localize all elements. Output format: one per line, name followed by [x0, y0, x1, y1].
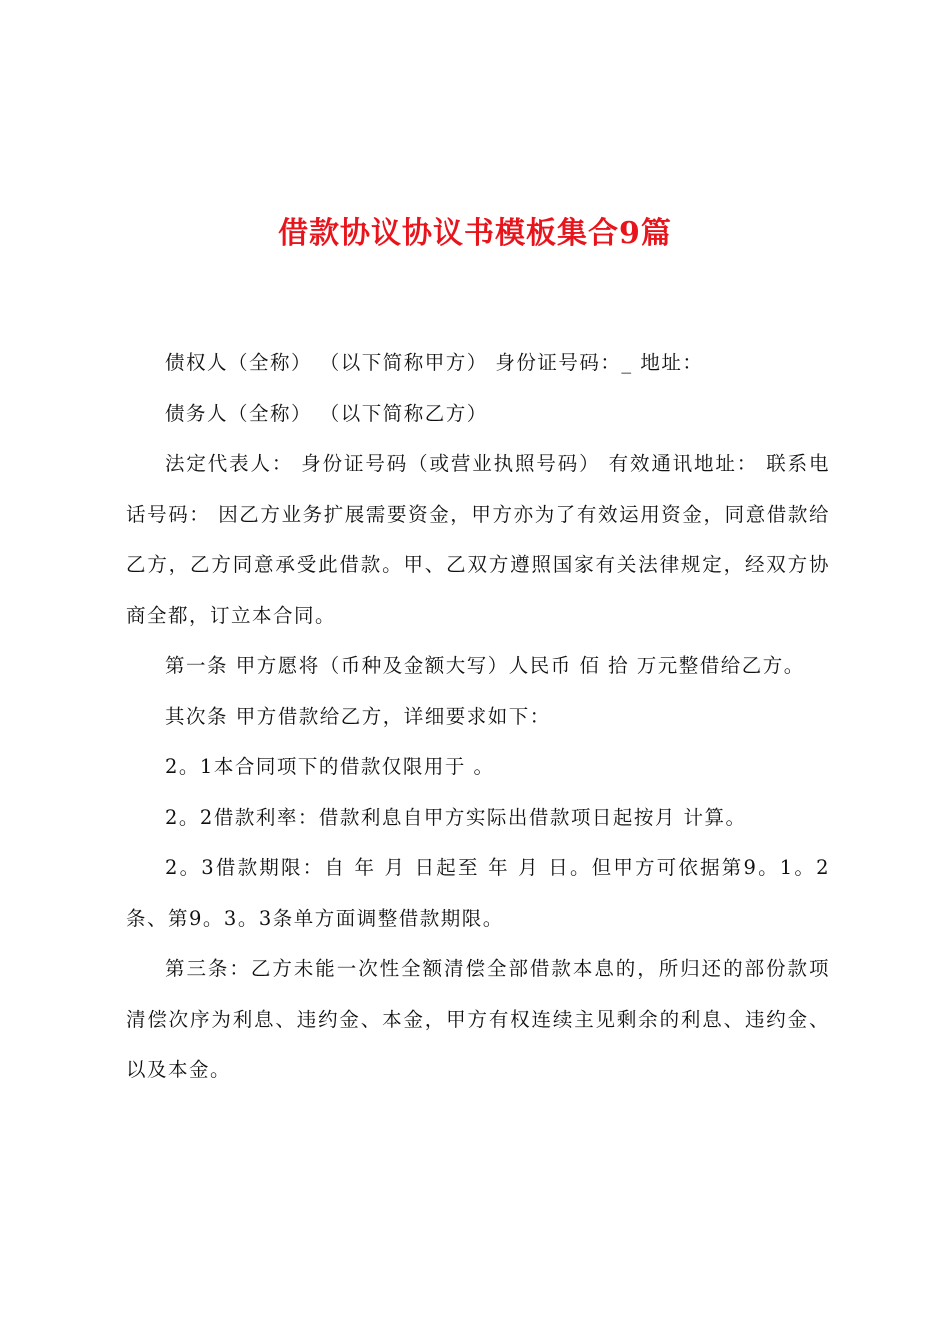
- paragraph-article-3: 第三条：乙方未能一次性全额清偿全部借款本息的，所归还的部份款项清偿次序为利息、违约金、本金，甲方有权连续主见剩余的利息、违约金、以及本金。: [126, 957, 830, 1081]
- paragraph-legal-representative: 法定代表人： 身份证号码（或营业执照号码） 有效通讯地址： 联系电话号码： 因乙方业务扩展需要资金，甲方亦为了有效运用资金，同意借款给乙方，乙方同意承受此借款。甲、乙双方遵照国家有关法律规定，经双方协商全都，订立本合同。: [126, 452, 830, 627]
- document-body: [126, 338, 830, 1096]
- paragraph-debtor: 债务人（全称） （以下简称乙方）: [165, 401, 488, 425]
- paragraph-clause-2-3: 2。3借款期限：自 年 月 日起至 年 月 日。但甲方可依据第9。1。2条、第9。3。3条单方面调整借款期限。: [126, 856, 830, 930]
- paragraph-clause-2-1: 2。1本合同项下的借款仅限用于 。: [165, 755, 495, 778]
- paragraph-article-1: 第一条 甲方愿将（币种及金额大写）人民币 佰 拾 万元整借给乙方。: [165, 654, 805, 677]
- document-title: 借款协议协议书模板集合9篇: [278, 216, 672, 251]
- paragraph-article-2: 其次条 甲方借款给乙方，详细要求如下：: [165, 704, 551, 728]
- paragraph-creditor: 债权人（全称） （以下简称甲方） 身份证号码：_ 地址：: [165, 351, 704, 374]
- paragraph-clause-2-2: 2。2借款利率：借款利息自甲方实际出借款项日起按月 计算。: [165, 805, 747, 829]
